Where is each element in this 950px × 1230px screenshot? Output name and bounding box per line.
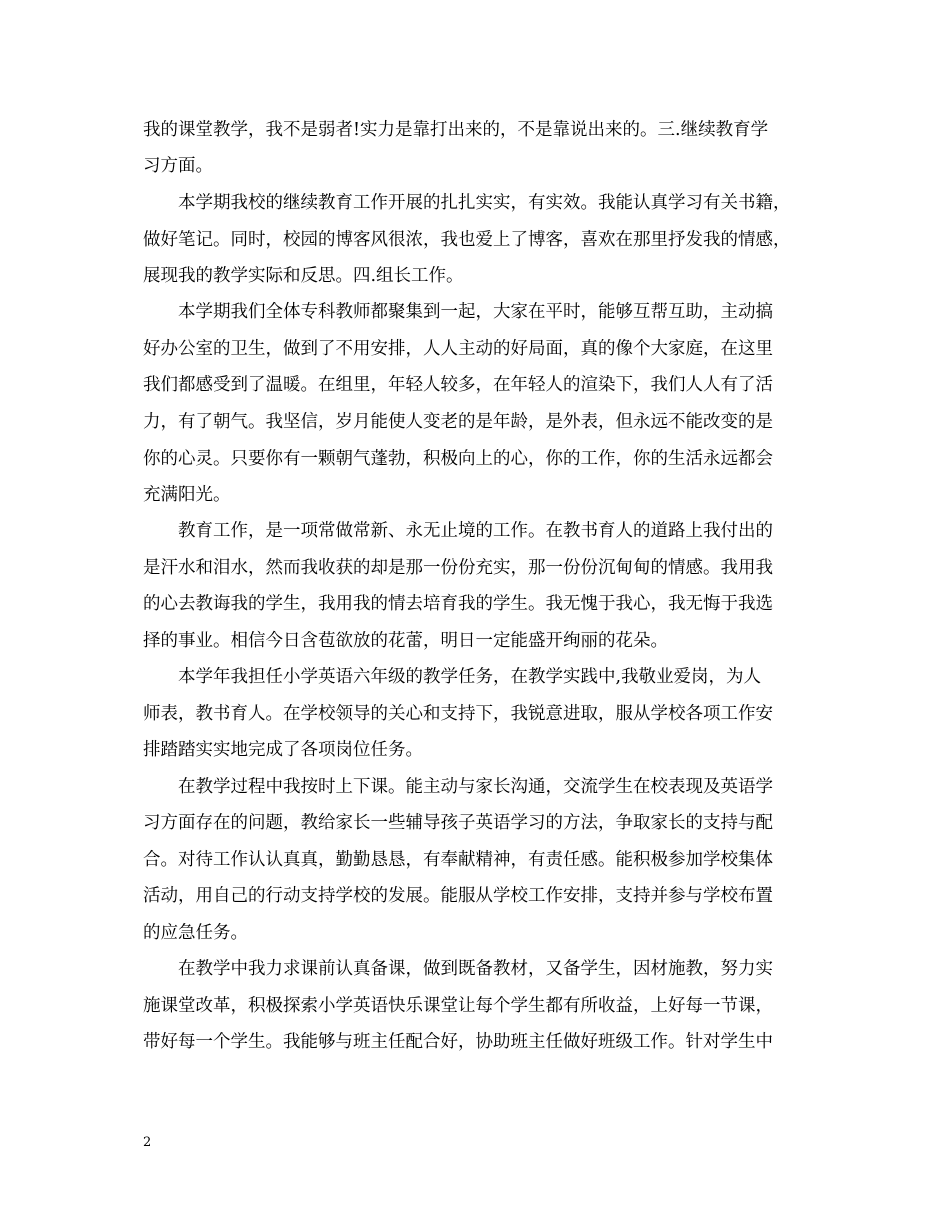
text-line: 充满阳光。	[143, 485, 231, 505]
text-line: 的应急任务。	[143, 923, 248, 943]
text-line: 带好每一个学生。我能够与班主任配合好，协助班主任做好班级工作。针对学生中	[143, 1032, 773, 1052]
text-line: 好办公室的卫生，做到了不用安排，人人主动的好局面，真的像个大家庭，在这里	[143, 339, 773, 359]
text-line: 习方面存在的问题，教给家长一些辅导孩子英语学习的方法，争取家长的支持与配	[143, 813, 773, 833]
text-line: 做好笔记。同时，校园的博客风很浓，我也爱上了博客，喜欢在那里抒发我的情感，	[143, 230, 791, 250]
text-line: 排踏踏实实地完成了各项岗位任务。	[143, 740, 423, 760]
text-line: 是汗水和泪水，然而我收获的却是那一份份充实，那一份份沉甸甸的情感。我用我	[143, 558, 773, 578]
text-line: 本学期我校的继续教育工作开展的扎扎实实，有实效。我能认真学习有关书籍，	[143, 193, 791, 213]
text-line: 在教学过程中我按时上下课。能主动与家长沟通，交流学生在校表现及英语学	[143, 777, 773, 797]
text-line: 力，有了朝气。我坚信，岁月能使人变老的是年龄，是外表，但永远不能改变的是	[143, 412, 773, 432]
text-line: 合。对待工作认认真真，勤勤恳恳，有奉献精神，有责任感。能积极参加学校集体	[143, 850, 773, 870]
text-line: 在教学中我力求课前认真备课，做到既备教材，又备学生，因材施教，努力实	[143, 959, 773, 979]
text-line: 择的事业。相信今日含苞欲放的花蕾，明日一定能盛开绚丽的花朵。	[143, 631, 668, 651]
page-number: 2	[143, 1135, 152, 1150]
text-line: 习方面。	[143, 156, 213, 176]
text-line: 教育工作，是一项常做常新、永无止境的工作。在教书育人的道路上我付出的	[143, 521, 773, 541]
text-line: 我们都感受到了温暖。在组里，年轻人较多，在年轻人的渲染下，我们人人有了活	[143, 375, 773, 395]
text-line: 展现我的教学实际和反思。四.组长工作。	[143, 266, 464, 286]
text-line: 本学期我们全体专科教师都聚集到一起，大家在平时，能够互帮互助，主动搞	[143, 302, 773, 322]
text-line: 施课堂改革，积极探索小学英语快乐课堂让每个学生都有所收益，上好每一节课，	[143, 996, 773, 1016]
text-line: 师表，教书育人。在学校领导的关心和支持下，我锐意进取，服从学校各项工作安	[143, 704, 773, 724]
text-line: 我的课堂教学，我不是弱者!实力是靠打出来的，不是靠说出来的。三.继续教育学	[143, 120, 769, 140]
text-line: 的心去教诲我的学生，我用我的情去培育我的学生。我无愧于我心，我无悔于我选	[143, 594, 773, 614]
text-line: 本学年我担任小学英语六年级的教学任务，在教学实践中,我敬业爱岗，为人	[143, 667, 762, 687]
text-line: 你的心灵。只要你有一颗朝气蓬勃，积极向上的心，你的工作，你的生活永远都会	[143, 449, 773, 469]
text-line: 活动，用自己的行动支持学校的发展。能服从学校工作安排，支持并参与学校布置	[143, 886, 773, 906]
